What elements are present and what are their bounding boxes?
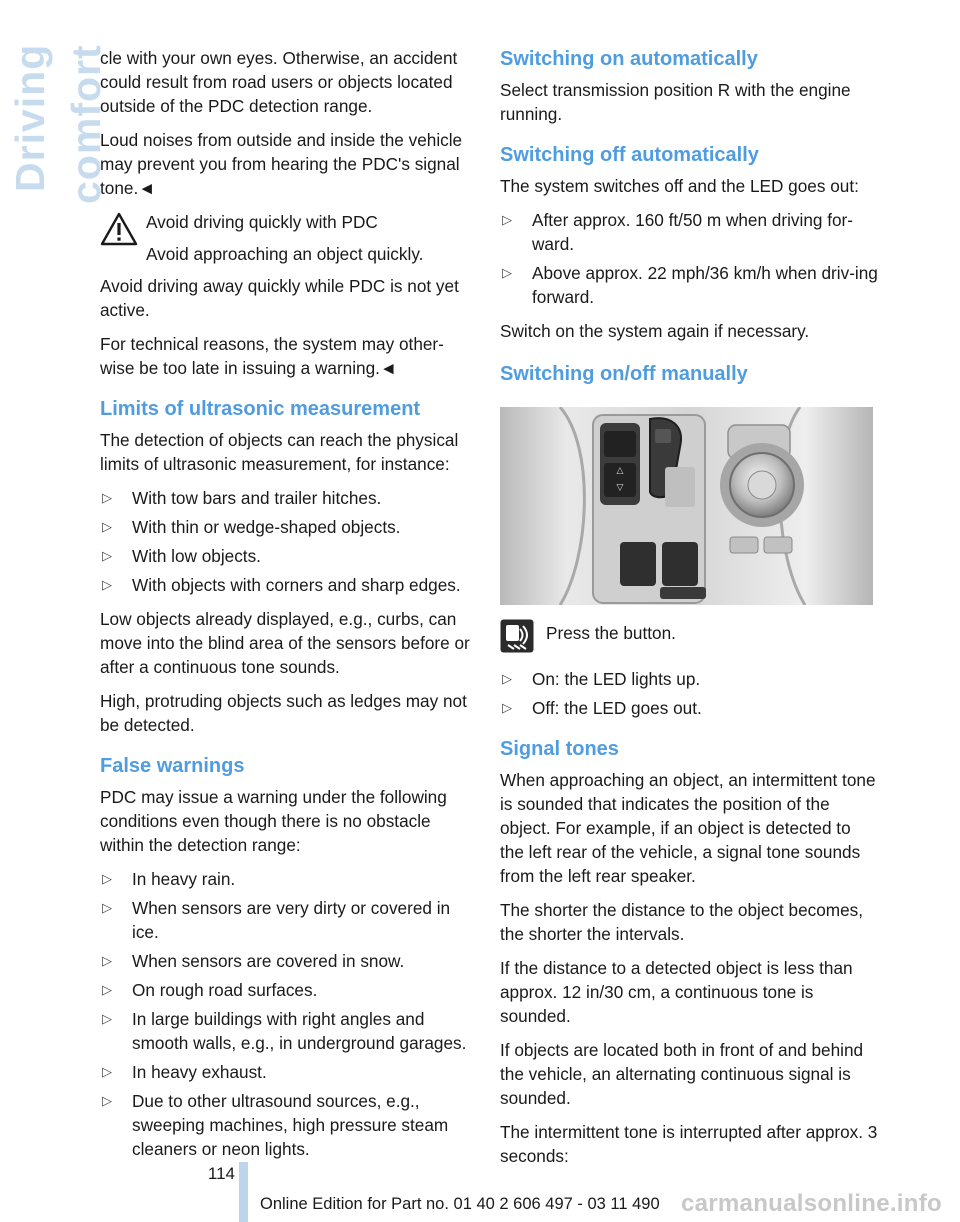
bullet-icon: ▷: [102, 871, 112, 886]
list-item: ▷ On rough road surfaces.: [102, 980, 318, 1000]
false-warnings-heading: False warnings: [100, 755, 245, 777]
list-item: ▷ Off: the LED goes out.: [502, 698, 702, 718]
limits-list: [100, 486, 478, 597]
pdc-button-icon: [500, 619, 534, 653]
right-column: [500, 46, 878, 1178]
press-button-instruction: [500, 619, 878, 653]
bullet-icon: ▷: [502, 671, 512, 686]
page-number: 114: [207, 1164, 235, 1183]
bullet-icon: ▷: [102, 577, 112, 592]
auto-off-heading: Switching off automatically: [500, 144, 759, 166]
bullet-icon: ▷: [102, 1011, 112, 1026]
list-item: ▷ Above approx. 22 mph/36 km/h when driv‐ing forward.: [502, 263, 878, 307]
warning-triangle-icon: [100, 212, 144, 274]
bullet-icon: ▷: [102, 519, 112, 534]
signal-tones-paragraph-4: If objects are located both in front of and behind the vehicle, an alternating continuous signal is sounded.: [500, 1040, 864, 1108]
bullet-icon: ▷: [102, 548, 112, 563]
auto-on-heading: Switching on automatically: [500, 48, 758, 70]
warning-line-2: Avoid approaching an object quickly.: [146, 244, 424, 264]
auto-on-paragraph: Select transmission position R with the engine running.: [500, 80, 851, 124]
edition-text: Online Edition for Part no. 01 40 2 606 497 - 03 11 490: [260, 1195, 660, 1213]
auto-off-paragraph: The system switches off and the LED goes out:: [500, 176, 859, 196]
footer-divider: [239, 1162, 248, 1222]
left-column: [100, 46, 478, 1171]
auto-off-list: [500, 208, 878, 309]
limits-paragraph: The detection of objects can reach the physical limits of ultrasonic measurement, for instance:: [100, 430, 459, 474]
manual-list: [500, 667, 878, 720]
bullet-icon: ▷: [502, 212, 512, 227]
intro-paragraph-2: Loud noises from outside and inside the vehicle may prevent you from hearing the PDC's signal tone.◄: [100, 130, 463, 198]
bullet-icon: ▷: [102, 490, 112, 505]
list-item: ▷ With objects with corners and sharp edges.: [102, 575, 461, 595]
signal-tones-paragraph-3: If the distance to a detected object is less than approx. 12 in/30 cm, a continuous tone is sounded.: [500, 958, 853, 1026]
center-console-photo: [500, 407, 873, 605]
manual-heading: Switching on/off manually: [500, 363, 748, 385]
bullet-icon: ▷: [502, 700, 512, 715]
intro-paragraph-1: cle with your own eyes. Otherwise, an accident could result from road users or objects located outside of the PDC detection range.: [100, 48, 458, 116]
section-title-vertical: Driving comfort: [7, 44, 109, 204]
svg-text:▽: ▽: [616, 483, 624, 493]
list-item: ▷ With thin or wedge-shaped objects.: [102, 517, 401, 537]
bullet-icon: ▷: [102, 900, 112, 915]
list-item: ▷ When sensors are very dirty or covered in ice.: [102, 898, 451, 942]
false-warnings-paragraph: PDC may issue a warning under the following conditions even though there is no obstacle within the detection range:: [100, 787, 447, 855]
warning-paragraph-2: For technical reasons, the system may other‐wise be too late in issuing a warning.◄: [100, 334, 444, 378]
list-item: ▷ In large buildings with right angles and smooth walls, e.g., in underground garages.: [102, 1009, 467, 1053]
bullet-icon: ▷: [102, 953, 112, 968]
list-item: ▷ After approx. 160 ft/50 m when driving for‐ward.: [502, 210, 853, 254]
false-warnings-list: [100, 867, 478, 1161]
limits-paragraph-3: High, protruding objects such as ledges may not be detected.: [100, 691, 467, 735]
bullet-icon: ▷: [502, 265, 512, 280]
warning-paragraph-1: Avoid driving away quickly while PDC is not yet active.: [100, 276, 459, 320]
list-item: ▷ With low objects.: [102, 546, 261, 566]
bullet-icon: ▷: [102, 1093, 112, 1108]
press-button-text: Press the button.: [546, 623, 676, 643]
signal-tones-paragraph-2: The shorter the distance to the object becomes, the shorter the intervals.: [500, 900, 864, 944]
list-item: ▷ With tow bars and trailer hitches.: [102, 488, 382, 508]
signal-tones-paragraph-5: The intermittent tone is interrupted after approx. 3 seconds:: [500, 1122, 878, 1166]
warning-line-1: Avoid driving quickly with PDC: [146, 212, 378, 232]
list-item: ▷ In heavy exhaust.: [102, 1062, 267, 1082]
list-item: ▷ When sensors are covered in snow.: [102, 951, 405, 971]
limits-paragraph-2: Low objects already displayed, e.g., curbs, can move into the blind area of the sensors before or after a continuous tone sounds.: [100, 609, 470, 677]
bullet-icon: ▷: [102, 1064, 112, 1079]
list-item: ▷ On: the LED lights up.: [502, 669, 701, 689]
bullet-icon: ▷: [102, 982, 112, 997]
list-item: ▷ Due to other ultrasound sources, e.g., sweeping machines, high pressure steam cleaners or neon lights.: [102, 1091, 449, 1159]
limits-heading: Limits of ultrasonic measurement: [100, 398, 421, 420]
signal-tones-heading: Signal tones: [500, 738, 619, 760]
auto-off-paragraph-2: Switch on the system again if necessary.: [500, 321, 810, 341]
svg-text:△: △: [616, 466, 624, 476]
warning-block: [100, 210, 478, 274]
watermark: carmanualsonline.info: [680, 1190, 942, 1217]
signal-tones-paragraph-1: When approaching an object, an intermittent tone is sounded that indicates the position of the object. For example, if an object is detected to the left rear of the vehicle, a signal tone sounds from the left rear speaker.: [500, 770, 876, 886]
list-item: ▷ In heavy rain.: [102, 869, 236, 889]
